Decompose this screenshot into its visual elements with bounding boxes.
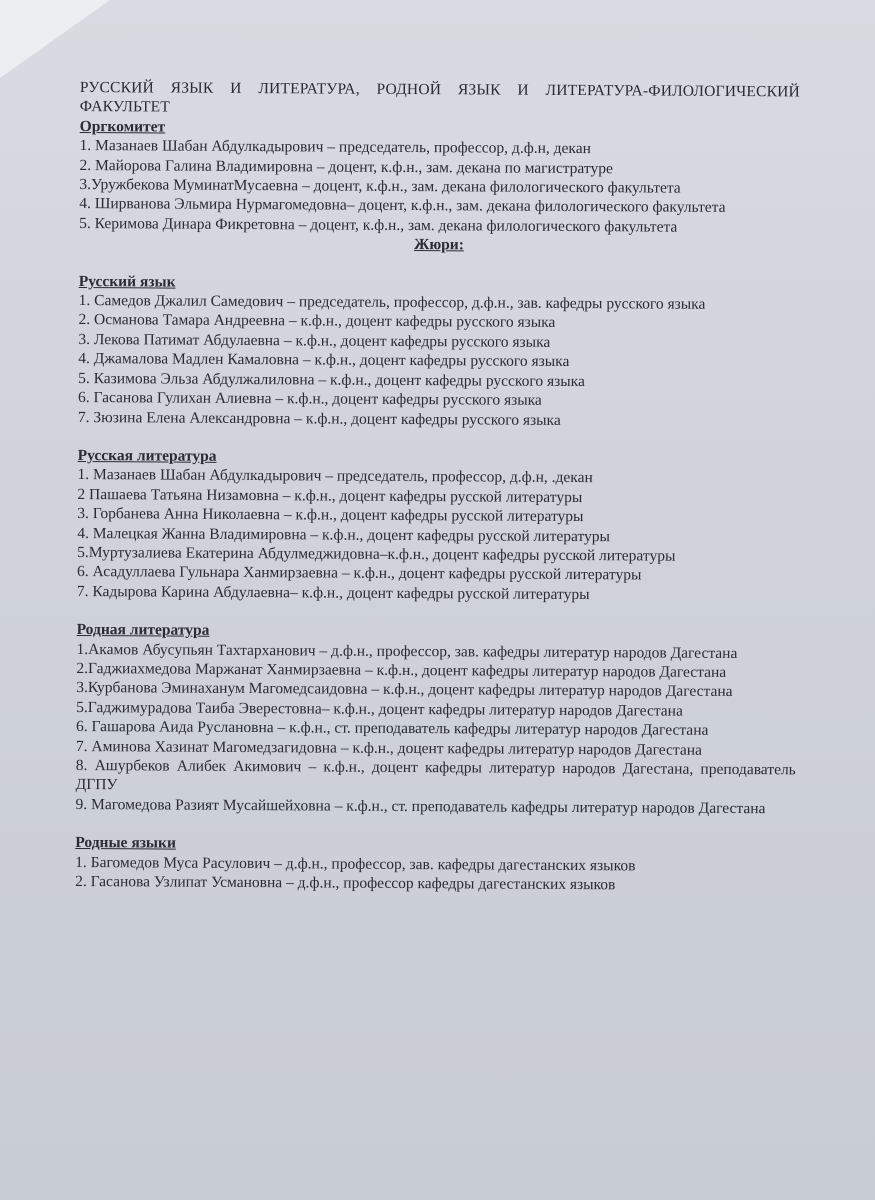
russian-literature-item: 3. Горбанева Анна Николаевна – к.ф.н., доцент кафедры русской литературы	[77, 505, 584, 526]
russian-language-item: 6. Гасанова Гулихан Алиевна – к.ф.н., доцент кафедры русского языка	[77, 389, 542, 409]
russian-literature-heading: Русская литература	[77, 446, 217, 465]
orgcommittee-item: 4. Ширванова Эльмира Нурмагомедовна– доцент, к.ф.н., зам. декана филологического факультета	[79, 195, 726, 217]
native-literature-item: 3.Курбанова Эминаханум Магомедсаидовна – к.ф.н., доцент кафедры литератур народов Дагестана	[76, 679, 733, 701]
russian-literature-item: 6. Асадуллаева Гульнара Ханмирзаевна – к.ф.н., доцент кафедры русской литературы	[76, 563, 642, 584]
native-languages-item: 1. Багомедов Муса Расулович – д.ф.н., профессор, зав. кафедры дагестанских языков	[75, 853, 636, 875]
native-literature-item: 5.Гаджимурадова Таиба Эверестовна– к.ф.н., доцент кафедры литератур народов Дагестана	[76, 698, 683, 720]
russian-language-item: 2. Османова Тамара Андреевна – к.ф.н., доцент кафедры русского языка	[78, 311, 556, 332]
russian-literature-item: 1. Мазанаев Шабан Абдулкадырович – председатель, профессор, д.ф.н, .декан	[77, 466, 593, 487]
native-literature-item: 7. Аминова Хазинат Магомедзагидовна – к.ф.н., доцент кафедры литератур народов Дагестана	[75, 737, 703, 759]
orgcommittee-item: 2. Майорова Галина Владимировна – доцент, к.ф.н., зам. декана по магистратуре	[79, 156, 613, 177]
folded-corner	[0, 0, 110, 78]
russian-literature-item: 2 Пашаева Татьяна Низамовна – к.ф.н., доцент кафедры русской литературы	[77, 485, 583, 506]
native-languages-heading: Родные языки	[75, 834, 176, 852]
russian-language-heading: Русский язык	[78, 272, 176, 291]
native-literature-item: 6. Гашарова Аида Руслановна – к.ф.н., ст. преподаватель кафедры литератур народов Дагестана	[75, 718, 709, 740]
native-languages-item: 2. Гасанова Узлипат Усмановна – д.ф.н., профессор кафедры дагестанских языков	[75, 873, 616, 894]
russian-literature-item: 7. Кадырова Карина Абдулаевна– к.ф.н., доцент кафедры русской литературы	[76, 582, 590, 603]
russian-literature-item: 4. Малецкая Жанна Владимировна – к.ф.н., доцент кафедры русской литературы	[77, 524, 611, 545]
orgcommittee-item: 3.Уружбекова МуминатМусаевна – доцент, к.ф.н., зам. декана филологического факультета	[79, 176, 681, 197]
native-literature-item: 2.Гаджиахмедова Маржанат Ханмирзаевна – к.ф.н., доцент кафедры литератур народов Дагестана	[76, 659, 727, 681]
russian-literature-item: 5.Муртузалиева Екатерина Абдулмеджидовна–к.ф.н., доцент кафедры русской литературы	[77, 543, 676, 565]
document-title: РУССКИЙ ЯЗЫК И ЛИТЕРАТУРА, РОДНОЙ ЯЗЫК И ЛИТЕРАТУРА-ФИЛОЛОГИЧЕСКИЙ ФАКУЛЬТЕТ	[79, 78, 800, 116]
native-literature-item: 9. Магомедова Разият Мусайшейховна – к.ф.н., ст. преподаватель кафедры литератур народов Дагестана	[75, 795, 766, 818]
native-literature-heading: Родная литература	[76, 621, 210, 639]
native-literature-item: 1.Акамов Абусупьян Тахтарханович – д.ф.н., профессор, зав. кафедры литератур народов Дагестана	[76, 640, 738, 662]
orgcommittee-heading: Оргкомитет	[79, 117, 166, 136]
russian-language-item: 7. Зюзина Елена Александровна – к.ф.н., доцент кафедры русского языка	[77, 408, 561, 429]
document-page	[75, 78, 800, 896]
russian-language-item: 3. Лекова Патимат Абдулаевна – к.ф.н., доцент кафедры русского языка	[78, 330, 551, 351]
russian-language-item: 4. Джамалова Мадлен Камаловна – к.ф.н., доцент кафедры русского языка	[78, 350, 570, 371]
russian-language-item: 1. Самедов Джалил Самедович – председатель, профессор, д.ф.н., зав. кафедры русского языка	[78, 292, 706, 313]
russian-language-item: 5. Казимова Эльза Абдулжалиловна – к.ф.н., доцент кафедры русского языка	[78, 369, 585, 390]
native-literature-item: 8. Ашурбеков Алибек Акимович – к.ф.н., доцент кафедры литератур народов Дагестана, преподаватель ДГПУ	[75, 756, 796, 794]
orgcommittee-item: 1. Мазанаев Шабан Абдулкадырович – председатель, профессор, д.ф.н, декан	[79, 137, 591, 158]
orgcommittee-item: 5. Керимова Динара Фикретовна – доцент, к.ф.н., зам. декана филологического факультета	[79, 214, 678, 236]
jury-heading: Жюри:	[413, 236, 464, 254]
